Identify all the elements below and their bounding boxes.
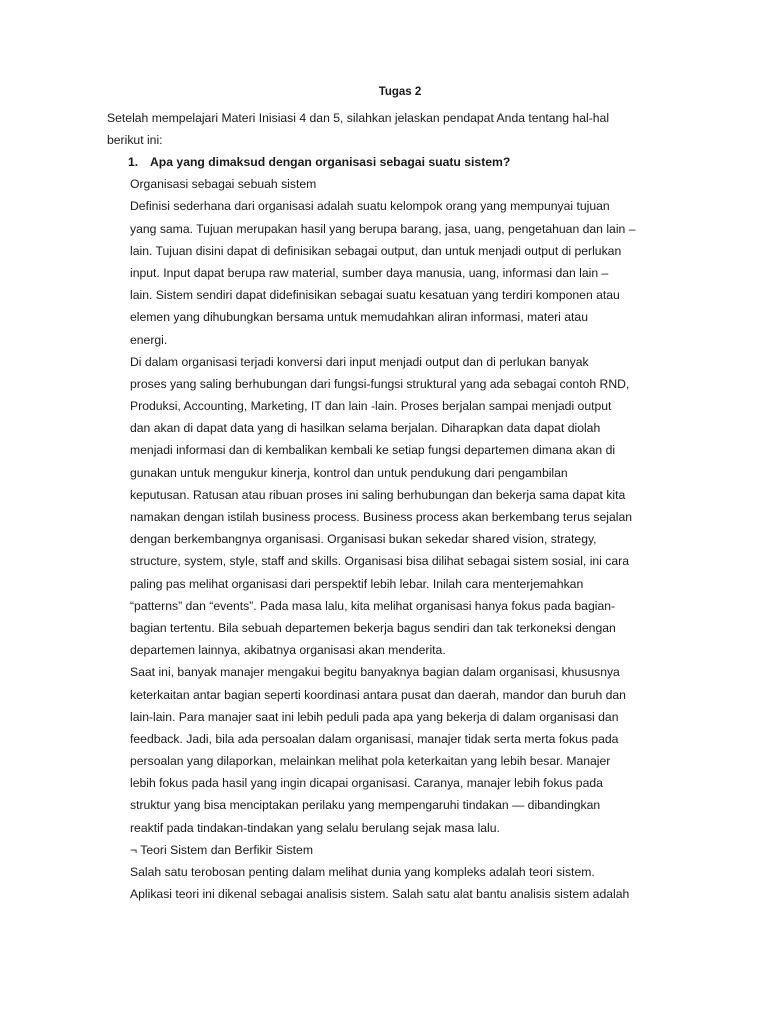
answer-text <box>130 173 710 905</box>
text-line: Definisi sederhana dari organisasi adalah suatu kelompok orang yang mempunyai tujuan <box>130 199 610 214</box>
text-line: Aplikasi teori ini dikenal sebagai analisis sistem. Salah satu alat bantu analisis sistem adalah <box>130 887 630 902</box>
text-line: energi. <box>130 332 168 347</box>
question-number: 1. <box>128 155 139 169</box>
answer-block <box>130 151 710 905</box>
text-line: input. Input dapat berupa raw material, sumber daya manusia, uang, informasi dan lain – <box>130 265 609 280</box>
text-line: persoalan yang dilaporkan, melainkan melihat pola keterkaitan yang lebih besar. Manajer <box>130 754 611 769</box>
text-line: dengan berkembangnya organisasi. Organisasi bukan sekedar shared vision, strategy, <box>130 532 597 547</box>
document-title: Tugas 2 <box>378 86 422 98</box>
text-line: “patterns” dan “events”. Pada masa lalu, kita melihat organisasi hanya fokus pada bagian- <box>130 598 616 613</box>
text-line: lebih fokus pada hasil yang ingin dicapai organisasi. Caranya, manajer lebih fokus pada <box>130 776 603 791</box>
text-line: bagian tertentu. Bila sebuah departemen bekerja bagus sendiri dan tak terkoneksi dengan <box>130 620 616 635</box>
text-line: departemen lainnya, akibatnya organisasi akan menderita. <box>130 643 446 658</box>
intro-line: berikut ini: <box>107 133 163 148</box>
text-line: lain. Tujuan disini dapat di definisikan sebagai output, dan untuk menjadi output di perlukan <box>130 243 622 258</box>
question-heading <box>128 151 710 173</box>
intro-line: Setelah mempelajari Materi Inisiasi 4 dan 5, silahkan jelaskan pendapat Anda tentang hal-hal <box>107 111 610 125</box>
text-line: reaktif pada tindakan-tindakan yang selalu berulang sejak masa lalu. <box>130 820 500 835</box>
text-line: elemen yang dihubungkan bersama untuk memudahkan aliran informasi, materi atau <box>130 310 588 325</box>
intro-paragraph <box>107 107 707 151</box>
text-line: lain. Sistem sendiri dapat didefinisikan sebagai suatu kesatuan yang terdiri komponen atau <box>130 288 620 303</box>
text-line: structure, system, style, staff and skills. Organisasi bisa dilihat sebagai sistem sosial, ini cara <box>130 554 629 569</box>
text-line: namakan dengan istilah business process. Business process akan berkembang terus sejalan <box>130 510 633 524</box>
text-line: keterkaitan antar bagian seperti koordinasi antara pusat dan daerah, mandor dan buruh dan <box>130 687 626 702</box>
text-line: Salah satu terobosan penting dalam melihat dunia yang kompleks adalah teori sistem. <box>130 865 595 879</box>
text-line: dan akan di dapat data yang di hasilkan selama berjalan. Diharapkan data dapat diolah <box>130 421 601 436</box>
text-line: proses yang saling berhubungan dari fungsi-fungsi struktural yang ada sebagai contoh RND, <box>130 376 630 391</box>
text-line: struktur yang bisa menciptakan perilaku yang mempengaruhi tindakan — dibandingkan <box>130 798 601 813</box>
text-line: Saat ini, banyak manajer mengakui begitu banyaknya bagian dalam organisasi, khususnya <box>130 665 620 680</box>
text-line: yang sama. Tujuan merupakan hasil yang berupa barang, jasa, uang, pengetahuan dan lain – <box>130 221 636 236</box>
text-line: gunakan untuk mengukur kinerja, kontrol dan untuk pendukung dari pengambilan <box>130 465 568 480</box>
text-line: keputusan. Ratusan atau ribuan proses ini saling berhubungan dan bekerja sama dapat kita <box>130 487 626 502</box>
text-line: Di dalam organisasi terjadi konversi dari input menjadi output dan di perlukan banyak <box>130 354 589 369</box>
text-line: Produksi, Accounting, Marketing, IT dan lain -lain. Proses berjalan sampai menjadi output <box>130 399 612 414</box>
text-line: paling pas melihat organisasi dari perspektif lebih lebar. Inilah cara menterjemahkan <box>130 576 584 591</box>
text-line: menjadi informasi dan di kembalikan kembali ke setiap fungsi departemen dimana akan di <box>130 443 616 458</box>
text-line: feedback. Jadi, bila ada persoalan dalam organisasi, manajer tidak serta merta fokus pada <box>130 731 619 746</box>
text-line: ¬ Teori Sistem dan Berfikir Sistem <box>130 842 313 857</box>
question-text: Apa yang dimaksud dengan organisasi sebagai suatu sistem? <box>150 155 511 169</box>
text-line: Organisasi sebagai sebuah sistem <box>130 177 317 192</box>
text-line: lain-lain. Para manajer saat ini lebih peduli pada apa yang bekerja di dalam organisasi dan <box>130 709 619 724</box>
